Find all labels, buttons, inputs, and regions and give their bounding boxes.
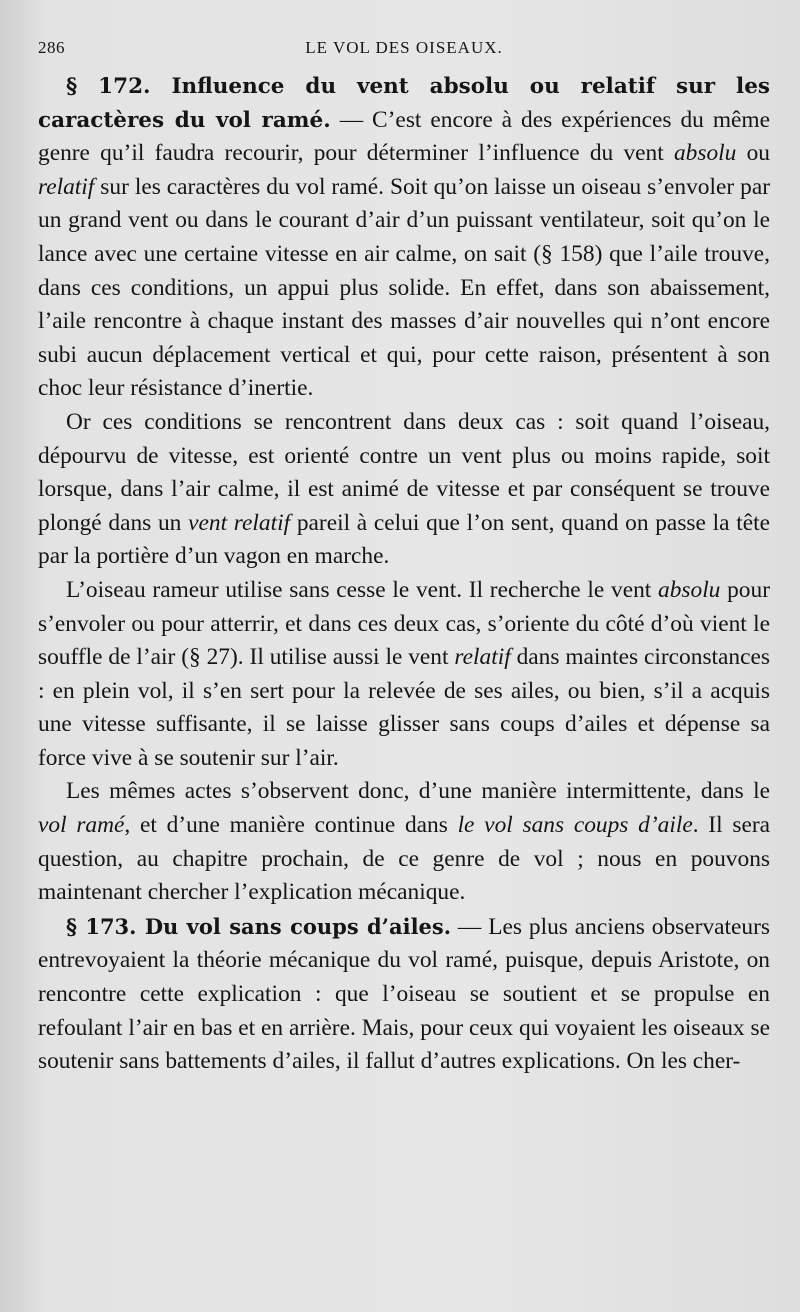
- text-run: Or ces conditions se rencontrent dans deux cas : soit quand l’oiseau, dépourvu de vitesse, est orienté contre un vent plus ou moins rapide, soit lorsque, dans l’air calme, il est animé de vitesse et par conséquent se trouve plongé dans un: [38, 408, 770, 536]
- text-run: — Les plus anciens observateurs entrevoyaient la théorie mécanique du vol ramé, puisque, depuis Aristote, on rencontre cette explication : que l’oiseau se soutient et se propulse en refoulant l’air en bas et en arrière. Mais, pour ceux qui voyaient les oiseaux se soutenir sans battements d’ailes, il fallut d’autres explications. On les cher-: [38, 913, 770, 1075]
- italic-term: relatif: [38, 173, 95, 200]
- paragraph-172-4: [38, 775, 770, 909]
- italic-term: relatif: [454, 644, 511, 671]
- text-run: — C’est encore à des expériences du même genre qu’il faudra recourir, pour déterminer l’influence du vent: [38, 106, 770, 167]
- text-run: , et d’une manière continue dans: [124, 812, 458, 839]
- section-172-heading: § 172. Influence du vent absolu ou relatif sur les caractères du vol ramé.: [38, 74, 770, 133]
- text-run: dans maintes circonstances : en plein vol, il s’en sert pour la relevée de ses ailes, ou bien, s’il a acquis une vitesse suffisante, il se laisse glisser sans coups d’ailes et dépense sa force vive à se soutenir sur l’air.: [38, 644, 770, 771]
- running-title: LE VOL DES OISEAUX.: [305, 38, 503, 57]
- running-head: [38, 30, 770, 62]
- paragraph-172-3: [38, 574, 770, 776]
- paragraph-173-1: [38, 910, 770, 1079]
- italic-term: absolu: [673, 140, 737, 167]
- text-run: pour s’envoler ou pour atterrir, et dans ces deux cas, s’oriente du côté d’où vient le souffle de l’air (§ 27). Il utilise aussi le vent: [38, 576, 770, 671]
- paragraph-172-1: [38, 70, 770, 406]
- italic-term: vent relatif: [188, 509, 291, 536]
- text-run: . Il sera question, au chapitre prochain, de ce genre de vol ; nous en pouvons maintenant chercher l’explication mécanique.: [38, 812, 770, 906]
- body-text: [38, 70, 770, 1079]
- text-run: Les mêmes actes s’observent donc, d’une manière intermittente, dans le: [66, 778, 770, 805]
- italic-term: le vol sans coups d’aile: [457, 812, 693, 839]
- page-number: 286: [38, 38, 65, 57]
- italic-term: vol ramé: [38, 812, 125, 839]
- italic-term: absolu: [658, 576, 721, 603]
- paragraph-172-2: [38, 406, 770, 574]
- section-173-heading: § 173. Du vol sans coups d’ailes.: [66, 913, 452, 939]
- text-run: sur les caractères du vol ramé. Soit qu’on laisse un oiseau s’envoler par un grand vent ou dans le courant d’air d’un puissant ventilateur, soit qu’on le lance avec une certaine vitesse en air calme, on sait (§ 158) que l’aile trouve, dans ces conditions, un appui plus solide. En effet, dans son abaissement, l’aile rencontre à chaque instant des masses d’air nouvelles qui n’ont encore subi aucun déplacement vertical et qui, pour cette raison, présentent à son choc leur résistance d’inertie.: [38, 173, 770, 402]
- text-run: ou: [736, 140, 770, 167]
- text-run: pareil à celui que l’on sent, quand on passe la tête par la portière d’un vagon en marche.: [38, 509, 770, 570]
- text-run: L’oiseau rameur utilise sans cesse le vent. Il recherche le vent: [66, 576, 658, 603]
